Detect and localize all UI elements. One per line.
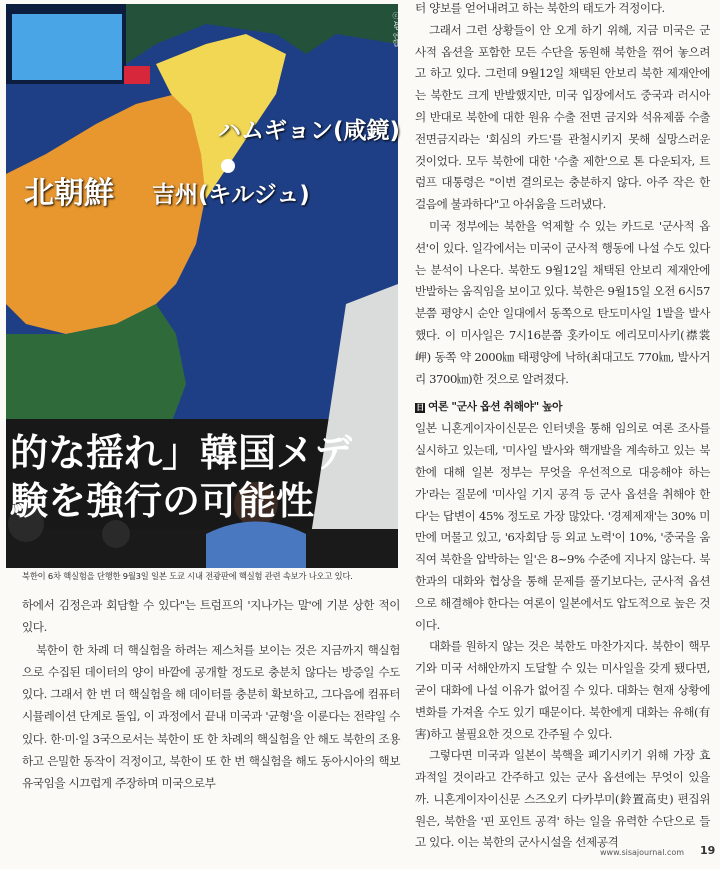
subhead-text: 여론 "군사 옵션 취해야" 높아 (428, 400, 563, 414)
paragraph: 일본 니혼게이자이신문은 인터넷을 통해 임의로 여론 조사를 실시하고 있는데, '미사일 발사와 핵개발을 계속하고 있는 북한에 대해 일본 정부는 무엇을 우선적으로 대응해야 하는가'라는 질문에 '미사일 기지 공격 등 군사 옵션을 취해야 한다'는 답변이 45% 정도로 가장 많았다. '경제제재'는 30% 미만에 머물고 있고, '6자회담 등 외교 노력'이 10%, '중국을 움직여 북한을 압박하는 일'은 8~9% 수준에 지나지 않는다. 북한과의 대화와 협상을 통해 문제를 풀기보다는, 군사적 옵션으로 해결해야 한다는 여론이 일본에서도 압도적으로 높은 것이다. (415, 421, 710, 632)
paragraph: 미국 정부에는 북한을 억제할 수 있는 카드로 '군사적 옵션'이 있다. 일각에서는 미국이 군사적 행동에 나설 수도 있다는 분석이 나온다. 북한도 9월12일 채택된 안보리 제재안에 반발하는 움직임을 보이고 있다. 북한은 9월15일 오전 6시57분쯤 평양시 순안 일대에서 동쪽으로 탄도미사일 1발을 발사했다. 이 미사일은 7시16분쯤 홋카이도 에리모미사키(襟裳岬) 동쪽 약 2000㎞ 태평양에 낙하(최대고도 770㎞, 발사거리 3700㎞)한 것으로 알려졌다. (415, 218, 710, 386)
banner-line-2: 験を強行の可能性 (10, 479, 315, 523)
map-label-kilju: 吉州(キルジュ) (152, 182, 310, 208)
left-column (22, 594, 400, 795)
map-label-hamgyong: ハムギョン(咸鏡) (218, 118, 401, 144)
footer-site: www.sisajournal.com (600, 848, 685, 857)
map-label-north-korea: 北朝鮮 (24, 176, 114, 211)
paragraph: 그렇다면 미국과 일본이 북핵을 폐기시키기 위해 가장 효과적일 것이라고 간주하고 있는 군사 옵션에는 무엇이 있을까. 니혼게이자이신문 스즈오키 다카부미(鈴置高史) 편집위원은, 북한을 '핀 포인트 공격' 하는 일을 유력한 수단으로 들고 있다. 이는 북한의 군사시설을 선제공격 (415, 748, 710, 850)
photo-caption: 북한이 6차 핵실험을 단행한 9월3일 일본 도쿄 시내 전광판에 핵실험 관련 속보가 나오고 있다. (22, 571, 353, 581)
subhead-mark: 日 (416, 403, 424, 413)
section-subhead (415, 396, 710, 418)
photo-credit: ⓒ AP 연합 (392, 12, 400, 47)
paragraph: 대화를 원하지 않는 것은 북한도 마찬가지다. 북한이 핵무기와 미국 서해안까지 도달할 수 있는 미사일을 갖게 됐다면, 굳이 대화에 나설 이유가 없어질 수 있다. 대화는 현재 상황에 변화를 가져올 수도 있기 때문이다. 북한에게 대화는 유해(有害)하고 불필요한 것으로 간주될 수 있다. (415, 639, 710, 741)
right-column (415, 0, 710, 854)
news-photo (6, 4, 401, 568)
paragraph: 북한이 한 차례 더 핵실험을 하려는 제스처를 보이는 것은 지금까지 핵실험으로 수집된 데이터의 양이 바깥에 공개할 정도로 충분치 않다는 방증일 수도 있다. 그래서 한 번 더 핵실험을 해 데이터를 충분히 확보하고, 그다음에 컴퓨터 시뮬레이션 단계로 돌입, 이 과정에서 끝내 미국과 '균형'을 이룬다는 전략일 수 있다. 한·미·일 3국으로서는 북한이 또 한 차례의 핵실험을 안 해도 북한의 조용하고 은밀한 동작이 걱정이고, 북한이 또 한 번 핵실험을 해도 동아시아의 핵보유국임을 시끄럽게 주장하며 미국으로부 (22, 642, 400, 791)
page-number: 19 (700, 844, 716, 857)
banner-line-1: 的な揺れ」韓国メデ (10, 431, 353, 475)
paragraph: 터 양보를 얻어내려고 하는 북한의 태도가 걱정이다. (415, 1, 665, 15)
paragraph: 그래서 그런 상황들이 안 오게 하기 위해, 지금 미국은 군사적 옵션을 포함한 모든 수단을 동원해 북한을 꺾어 놓으려고 하고 있다. 그런데 9월12일 채택된 안보리 북한 제재안에는 북한도 크게 반발했지만, 미국 입장에서도 중국과 러시아의 반대로 북한에 대한 원유 수출 전면 금지와 석유제품 수출 전면금지라는 '회심의 카드'를 관철시키지 못해 실망스러운 것이었다. 모두 북한에 대한 '수출 제한'으로 톤 다운되자, 트럼프 대통령은 "이번 결의로는 충분하지 않다. 아주 작은 한 걸음에 불과하다"고 아쉬움을 드러냈다. (415, 22, 710, 212)
paragraph: 하에서 김정은과 회담할 수 있다"는 트럼프의 '지나가는 말'에 기분 상한 적이 있다. (22, 598, 400, 635)
